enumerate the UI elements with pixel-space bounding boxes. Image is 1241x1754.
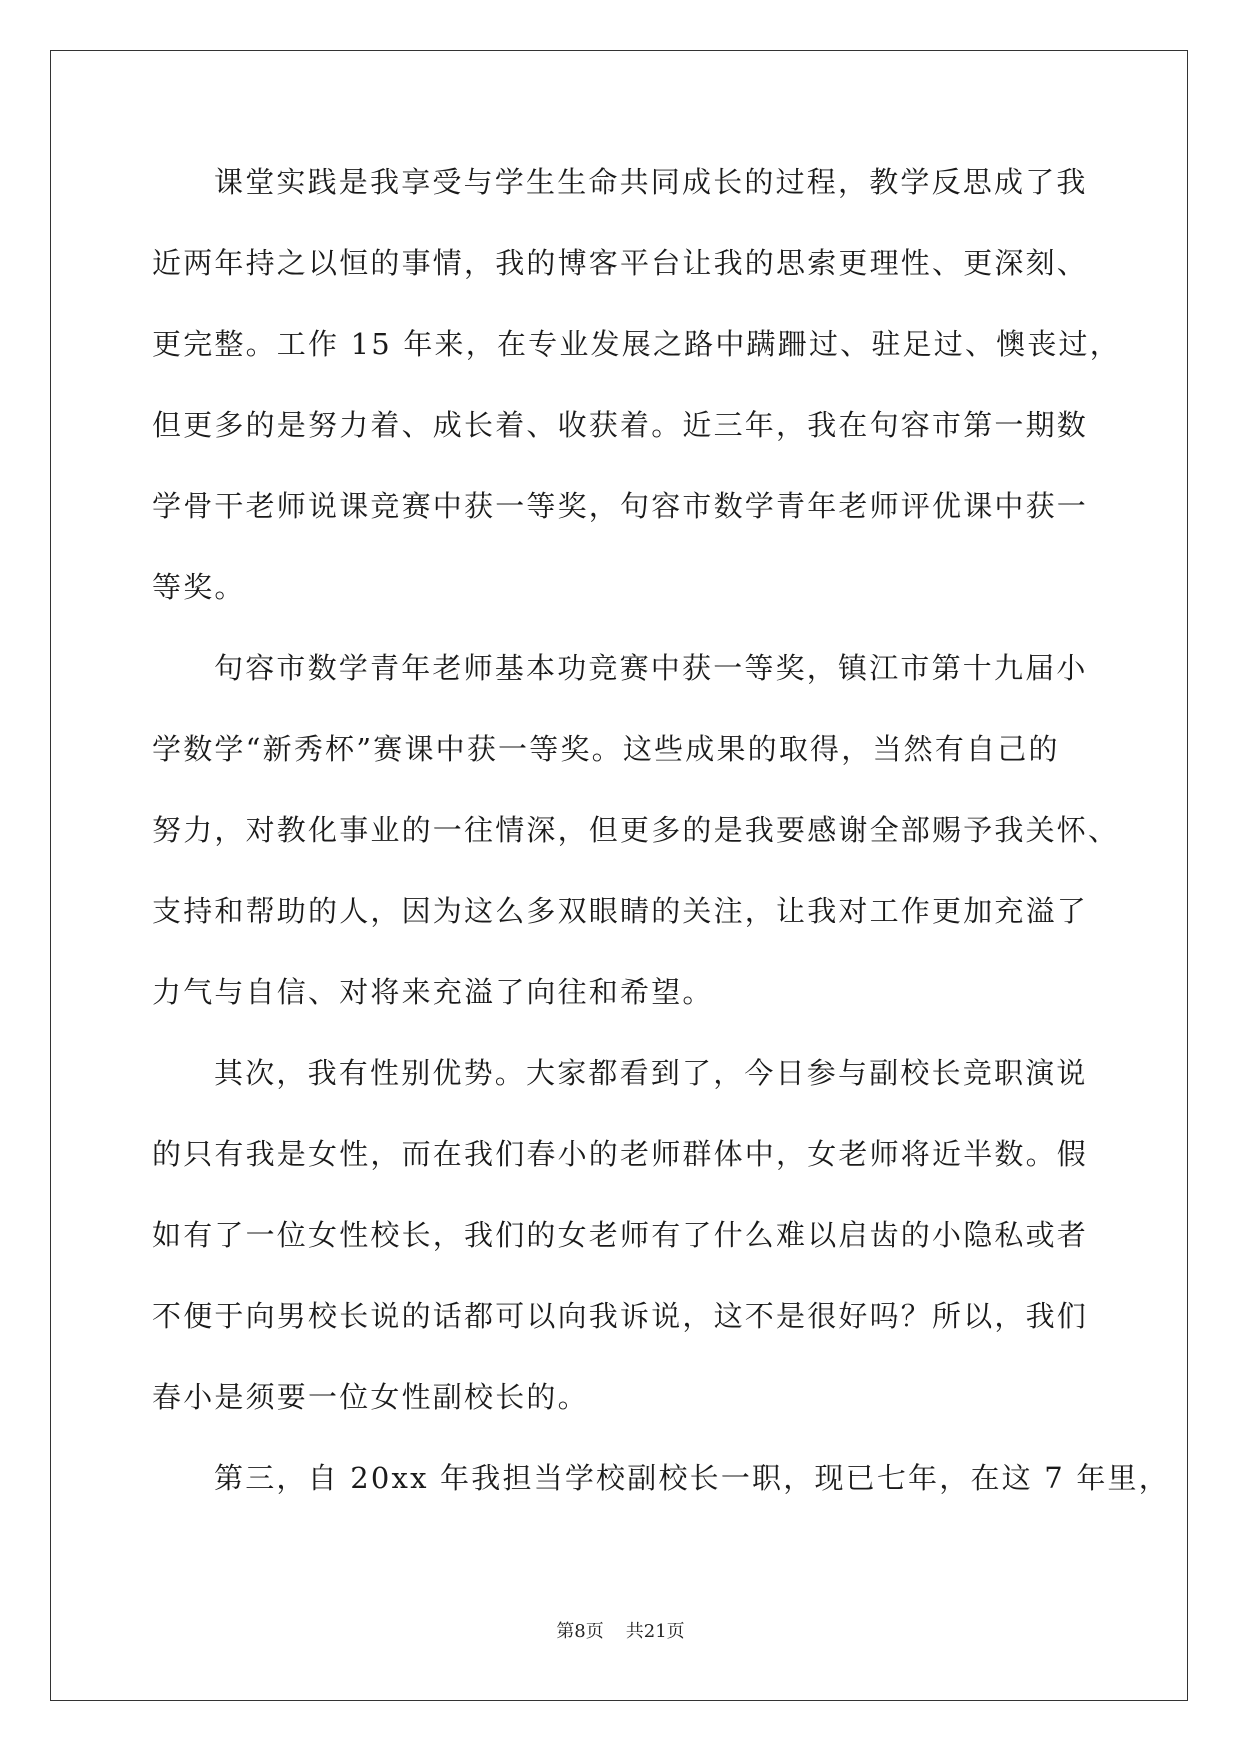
text-line: 课堂实践是我享受与学生生命共同成长的过程，教学反思成了我 bbox=[214, 165, 1088, 199]
text-line: 近两年持之以恒的事情，我的博客平台让我的思索更理性、更深刻、 bbox=[152, 246, 1089, 280]
text-line: 等奖。 bbox=[152, 570, 246, 604]
text-line: 不便于向男校长说的话都可以向我诉说，这不是很好吗？所以，我们 bbox=[152, 1299, 1089, 1333]
page-total: 共21页 bbox=[625, 1621, 685, 1642]
text-line: 学骨干老师说课竞赛中获一等奖，句容市数学青年老师评优课中获一 bbox=[152, 489, 1089, 523]
text-line: 但更多的是努力着、成长着、收获着。近三年，我在句容市第一期数 bbox=[152, 408, 1089, 442]
text-line: 其次，我有性别优势。大家都看到了，今日参与副校长竞职演说 bbox=[214, 1056, 1088, 1090]
text-line: 春小是须要一位女性副校长的。 bbox=[152, 1380, 589, 1414]
page-footer bbox=[0, 1620, 1241, 1644]
text-line: 句容市数学青年老师基本功竞赛中获一等奖，镇江市第十九届小 bbox=[214, 651, 1088, 685]
text-line: 更完整。工作 15 年来，在专业发展之路中蹒跚过、驻足过、懊丧过， bbox=[152, 327, 1121, 361]
page-number: 第8页 bbox=[556, 1621, 604, 1642]
text-line: 支持和帮助的人，因为这么多双眼睛的关注，让我对工作更加充溢了 bbox=[152, 894, 1089, 928]
text-line: 如有了一位女性校长，我们的女老师有了什么难以启齿的小隐私或者 bbox=[152, 1218, 1089, 1252]
text-line: 力气与自信、对将来充溢了向往和希望。 bbox=[152, 975, 714, 1009]
text-line: 努力，对教化事业的一往情深，但更多的是我要感谢全部赐予我关怀、 bbox=[152, 813, 1120, 847]
text-line: 的只有我是女性，而在我们春小的老师群体中，女老师将近半数。假 bbox=[152, 1137, 1089, 1171]
text-line: 第三，自 20xx 年我担当学校副校长一职，现已七年，在这 7 年里， bbox=[214, 1461, 1170, 1495]
text-line: 学数学“新秀杯”赛课中获一等奖。这些成果的取得，当然有自己的 bbox=[152, 732, 1060, 766]
document-body bbox=[152, 162, 1170, 1539]
